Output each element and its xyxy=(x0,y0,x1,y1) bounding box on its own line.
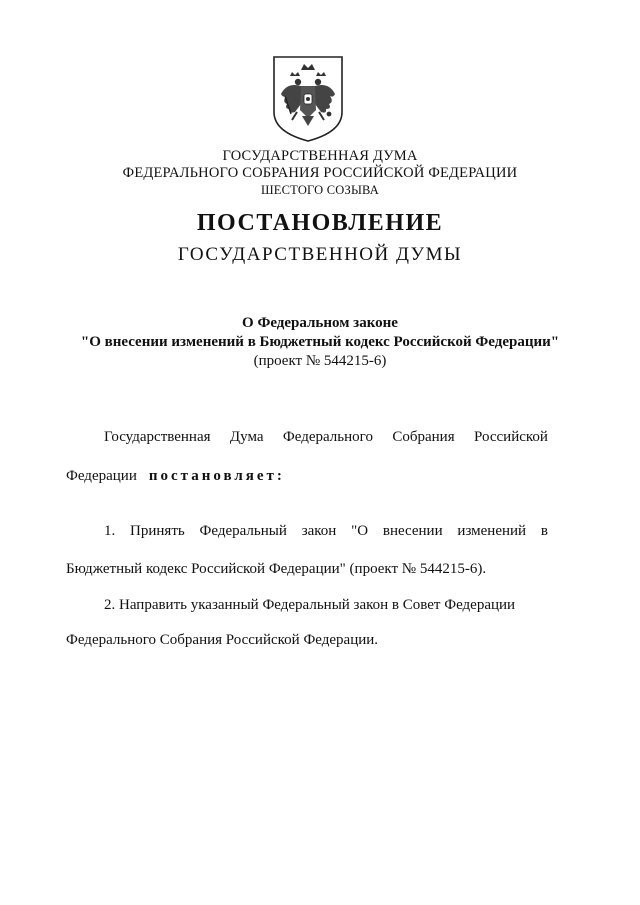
item-1-word: изменений xyxy=(457,523,527,539)
item-1-word: закон xyxy=(301,523,337,539)
item-1-word: Принять xyxy=(130,523,185,539)
subject-line-2: "О внесении изменений в Бюджетный кодекс Российской Федерации" xyxy=(80,334,560,350)
russian-coat-of-arms-icon xyxy=(271,54,345,144)
org-name-line-2: ФЕДЕРАЛЬНОГО СОБРАНИЯ РОССИЙСКОЙ ФЕДЕРАЦИИ xyxy=(122,165,518,181)
item-1-word: Федеральный xyxy=(199,523,287,539)
subject-bill-number: (проект № 544215-6) xyxy=(253,353,387,369)
item-1-line-1 xyxy=(104,523,548,540)
preamble-end: Федерации xyxy=(66,468,137,484)
preamble-word: Российской xyxy=(474,429,548,445)
item-1-word: 1. xyxy=(104,523,116,539)
org-name-line-1: ГОСУДАРСТВЕННАЯ ДУМА xyxy=(222,148,418,164)
preamble-line-1 xyxy=(104,429,548,446)
preamble-line-2 xyxy=(66,468,548,485)
preamble-word: Государственная xyxy=(104,429,211,445)
item-1-word: "О xyxy=(351,523,369,539)
preamble-word: Собрания xyxy=(392,429,455,445)
resolves-verb: постановляет: xyxy=(148,468,285,484)
subject-line-1: О Федеральном законе xyxy=(242,315,398,331)
item-1-word: внесении xyxy=(382,523,443,539)
item-2-line-2: Федерального Собрания Российской Федерации. xyxy=(66,632,379,648)
item-1-line-2: Бюджетный кодекс Российской Федерации" (проект № 544215-6). xyxy=(66,561,487,577)
document-subtitle: ГОСУДАРСТВЕННОЙ ДУМЫ xyxy=(177,244,463,265)
item-2-line-1: 2. Направить указанный Федеральный закон в Совет Федерации xyxy=(104,597,516,613)
preamble-word: Дума xyxy=(229,429,264,445)
preamble-word: Федерального xyxy=(282,429,373,445)
item-1-word: в xyxy=(540,523,548,539)
document-title: ПОСТАНОВЛЕНИЕ xyxy=(196,210,444,236)
convocation-line: ШЕСТОГО СОЗЫВА xyxy=(260,183,380,197)
